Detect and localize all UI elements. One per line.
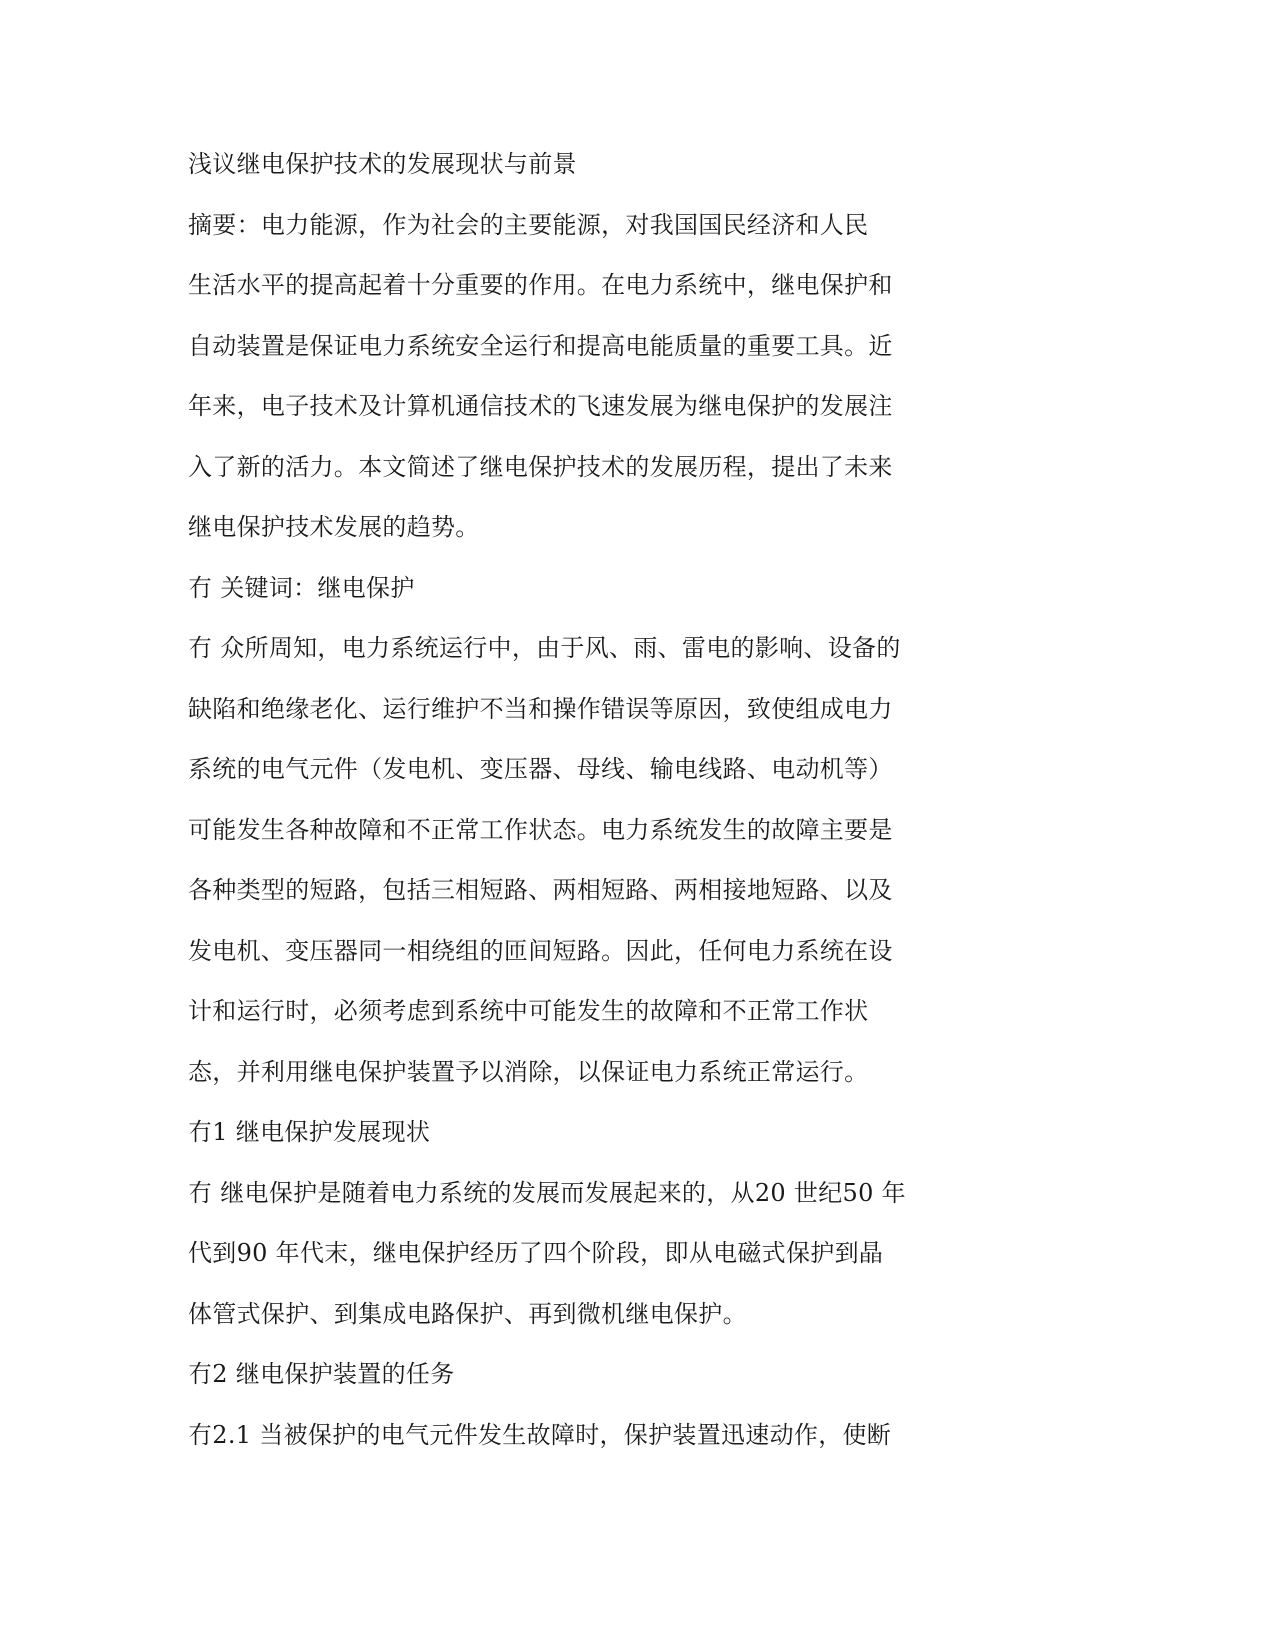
abstract-line: 继电保护技术发展的趋势。 <box>188 513 480 541</box>
document-title: 浅议继电保护技术的发展现状与前景 <box>188 150 577 178</box>
paragraph-line: 系统的电气元件（发电机、变压器、母线、输电线路、电动机等） <box>188 755 893 783</box>
abstract-line: 生活水平的提高起着十分重要的作用。在电力系统中，继电保护和 <box>188 271 893 299</box>
abstract-line: 入了新的活力。本文简述了继电保护技术的发展历程，提出了未来 <box>188 452 893 481</box>
paragraph-line: 冇 众所周知，电力系统运行中，由于风、雨、雷电的影响、设备的 <box>188 634 901 662</box>
abstract-line: 年来，电子技术及计算机通信技术的飞速发展为继电保护的发展注 <box>188 392 893 420</box>
paragraph-line: 态，并利用继电保护装置予以消除，以保证电力系统正常运行。 <box>188 1057 869 1086</box>
document-body <box>188 146 948 1477</box>
paragraph-line: 可能发生各种故障和不正常工作状态。电力系统发生的故障主要是 <box>188 815 893 844</box>
section-heading: 冇2 继电保护装置的任务 <box>188 1360 455 1388</box>
paragraph-line: 计和运行时，必须考虑到系统中可能发生的故障和不正常工作状 <box>188 997 869 1025</box>
abstract-line: 自动装置是保证电力系统安全运行和提高电能质量的重要工具。近 <box>188 331 893 360</box>
paragraph-line: 冇2.1 当被保护的电气元件发生故障时，保护装置迅速动作，使断 <box>188 1420 892 1449</box>
paragraph-line: 冇 继电保护是随着电力系统的发展而发展起来的，从20 世纪50 年 <box>188 1178 906 1207</box>
paragraph-line: 发电机、变压器同一相绕组的匝间短路。因此，任何电力系统在设 <box>188 936 893 965</box>
abstract-line: 摘要：电力能源，作为社会的主要能源，对我国国民经济和人民 <box>188 210 869 239</box>
keywords-line: 冇 关键词：继电保护 <box>188 573 415 602</box>
section-heading: 冇1 继电保护发展现状 <box>188 1118 431 1146</box>
paragraph-line: 各种类型的短路，包括三相短路、两相短路、两相接地短路、以及 <box>188 876 893 904</box>
paragraph-line: 缺陷和绝缘老化、运行维护不当和操作错误等原因，致使组成电力 <box>188 694 893 723</box>
paragraph-line: 代到90 年代末，继电保护经历了四个阶段，即从电磁式保护到晶 <box>188 1239 884 1267</box>
paragraph-line: 体管式保护、到集成电路保护、再到微机继电保护。 <box>188 1299 747 1328</box>
